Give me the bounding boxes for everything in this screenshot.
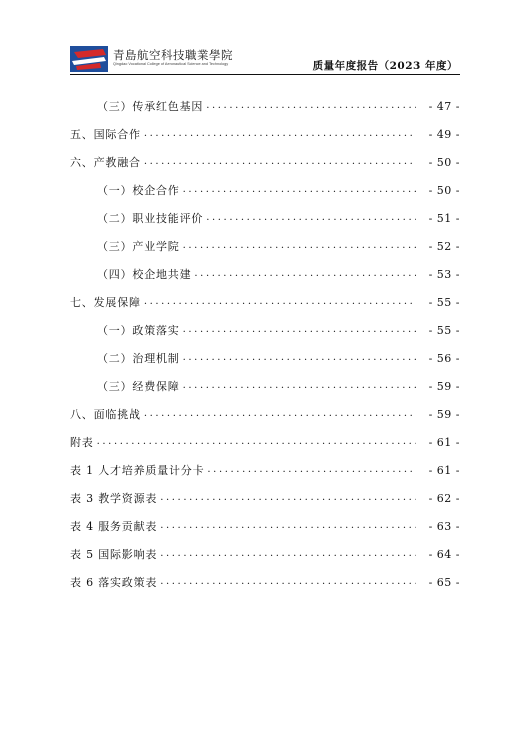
toc-entry-page: - 53 - [428,267,460,281]
toc-entry[interactable] [70,344,460,372]
toc-entry[interactable] [70,176,460,204]
toc-dot-leader [160,521,416,531]
toc-entry-page: - 59 - [428,379,460,393]
toc-entry[interactable] [70,484,460,512]
toc-entry[interactable] [70,288,460,316]
toc-entry-label: 表 3 教学资源表 [70,492,158,505]
toc-entry[interactable] [70,456,460,484]
toc-entry-page: - 59 - [428,407,460,421]
toc-entry-label: 表 4 服务贡献表 [70,520,158,533]
toc-dot-leader [183,353,416,363]
toc-entry-page: - 55 - [428,295,460,309]
toc-dot-leader [183,381,416,391]
toc-entry[interactable] [70,260,460,288]
toc-entry-label: （四）校企地共建 [97,268,192,281]
school-name-cn: 青島航空科技職業學院 [113,48,233,62]
toc-entry-label: 八、面临挑战 [70,408,141,421]
toc-entry-label: （三）经费保障 [97,380,180,393]
toc-entry-label: （三）传承红色基因 [97,100,204,113]
toc-entry-page: - 50 - [428,155,460,169]
toc-dot-leader [160,577,416,587]
toc-entry[interactable] [70,316,460,344]
toc-entry-page: - 62 - [428,491,460,505]
college-logo-icon [70,46,108,72]
toc-dot-leader [160,493,416,503]
toc-dot-leader [144,157,416,167]
toc-dot-leader [207,465,416,475]
toc-entry[interactable] [70,372,460,400]
toc-dot-leader [97,437,416,447]
toc-entry-page: - 52 - [428,239,460,253]
toc-entry-label: 附表 [70,436,94,449]
toc-entry[interactable] [70,92,460,120]
toc-entry-label: （二）治理机制 [97,352,180,365]
toc-entry-label: 表 6 落实政策表 [70,576,158,589]
toc-entry-page: - 51 - [428,211,460,225]
toc-entry[interactable] [70,148,460,176]
toc-entry-page: - 63 - [428,519,460,533]
toc-entry[interactable] [70,400,460,428]
header-rule [70,74,460,75]
toc-entry[interactable] [70,232,460,260]
toc-dot-leader [183,185,416,195]
toc-entry-page: - 55 - [428,323,460,337]
toc-dot-leader [144,297,416,307]
table-of-contents [70,92,460,596]
toc-entry-label: （一）校企合作 [97,184,180,197]
toc-dot-leader [144,129,416,139]
toc-dot-leader [144,409,416,419]
toc-entry-label: （三）产业学院 [97,240,180,253]
toc-entry[interactable] [70,428,460,456]
toc-entry-label: （一）政策落实 [97,324,180,337]
toc-entry-page: - 61 - [428,435,460,449]
report-title: 质量年度报告（2023 年度） [312,60,458,72]
toc-entry[interactable] [70,204,460,232]
toc-entry-label: 五、国际合作 [70,128,141,141]
toc-entry-page: - 56 - [428,351,460,365]
toc-entry-label: 表 1 人才培养质量计分卡 [70,464,205,477]
toc-entry-label: 表 5 国际影响表 [70,548,158,561]
toc-entry-page: - 61 - [428,463,460,477]
toc-entry-page: - 49 - [428,127,460,141]
toc-entry-page: - 64 - [428,547,460,561]
toc-dot-leader [194,269,416,279]
toc-entry-page: - 50 - [428,183,460,197]
toc-entry-page: - 47 - [428,99,460,113]
toc-dot-leader [206,213,416,223]
toc-entry[interactable] [70,568,460,596]
toc-entry-page: - 65 - [428,575,460,589]
toc-dot-leader [160,549,416,559]
toc-entry-label: 六、产教融合 [70,156,141,169]
toc-entry[interactable] [70,540,460,568]
toc-entry[interactable] [70,120,460,148]
toc-dot-leader [183,241,416,251]
toc-dot-leader [183,325,416,335]
toc-dot-leader [206,101,416,111]
toc-entry-label: （二）职业技能评价 [97,212,204,225]
page-header [70,44,460,74]
toc-entry[interactable] [70,512,460,540]
school-name-en: Qingdao Vocational College of Aeronautical Science and Technology [113,62,229,66]
toc-entry-label: 七、发展保障 [70,296,141,309]
